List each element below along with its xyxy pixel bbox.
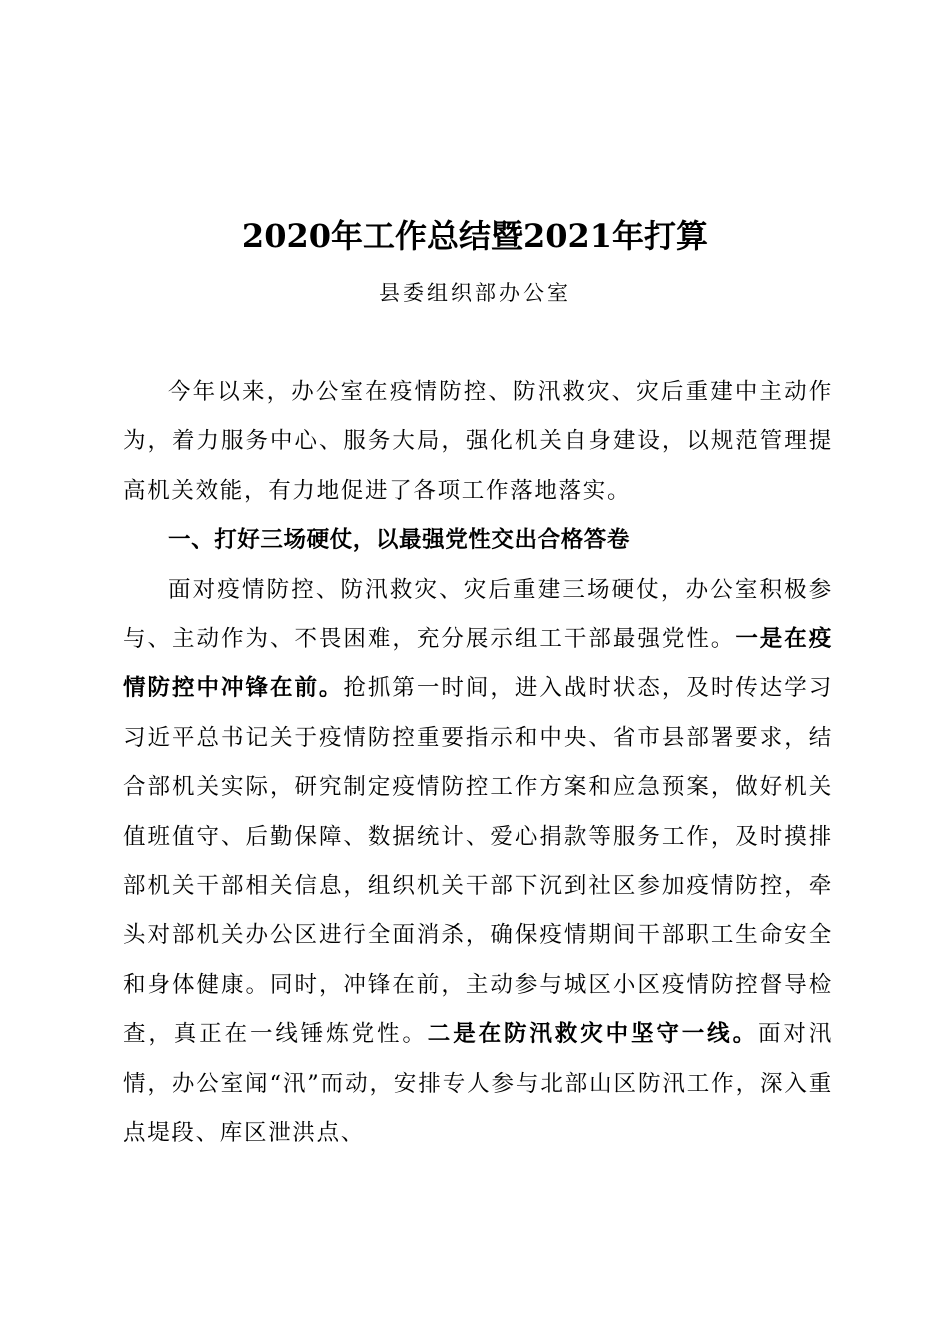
lead-phrase-2: 二是在防汛救灾中坚守一线。 — [427, 1021, 758, 1048]
lead-phrase-1: 一是在疫情防控中冲锋在前。 — [123, 626, 833, 702]
document-title: 2020年工作总结暨2021年打算 — [241, 217, 709, 255]
paragraph-text-1: 抢抓第一时间，进入战时状态，及时传达学习习近平总书记关于疫情防控重要指示和中央、省市县部署要求，结合部机关实际，研究制定疫情防控工作方案和应急预案，做好机关值班值守、后勤保障、数据统计、爱心捐款等服务工作，及时摸排部机关干部相关信息，组织机关干部下沉到社区参加疫情防控，牵头对部机关办公区进行全面消杀，确保疫情期间干部职工生命安全和身体健康。同时，冲锋在前，主动参与城区小区疫情防控督导检查，真正在一线锤炼党性。 — [123, 675, 833, 1048]
paragraph-opening: 面对疫情防控、防汛救灾、灾后重建三场硬仗，办公室积极参与、主动作为、不畏困难，充分展示组工干部最强党性。 — [123, 576, 833, 653]
document-body — [123, 368, 833, 1159]
section-heading: 一、打好三场硬仗，以最强党性交出合格答卷 — [168, 527, 631, 554]
document-subtitle: 县委组织部办公室 — [379, 281, 571, 305]
intro-paragraph: 今年以来，办公室在疫情防控、防汛救灾、灾后重建中主动作为，着力服务中心、服务大局，强化机关自身建设，以规范管理提高机关效能，有力地促进了各项工作落地落实。 — [123, 379, 833, 504]
paragraph-text-2: 面对汛情，办公室闻“汛”而动，安排专人参与北部山区防汛工作，深入重点堤段、库区泄洪点、 — [123, 1021, 833, 1147]
section-paragraph — [123, 566, 833, 1159]
